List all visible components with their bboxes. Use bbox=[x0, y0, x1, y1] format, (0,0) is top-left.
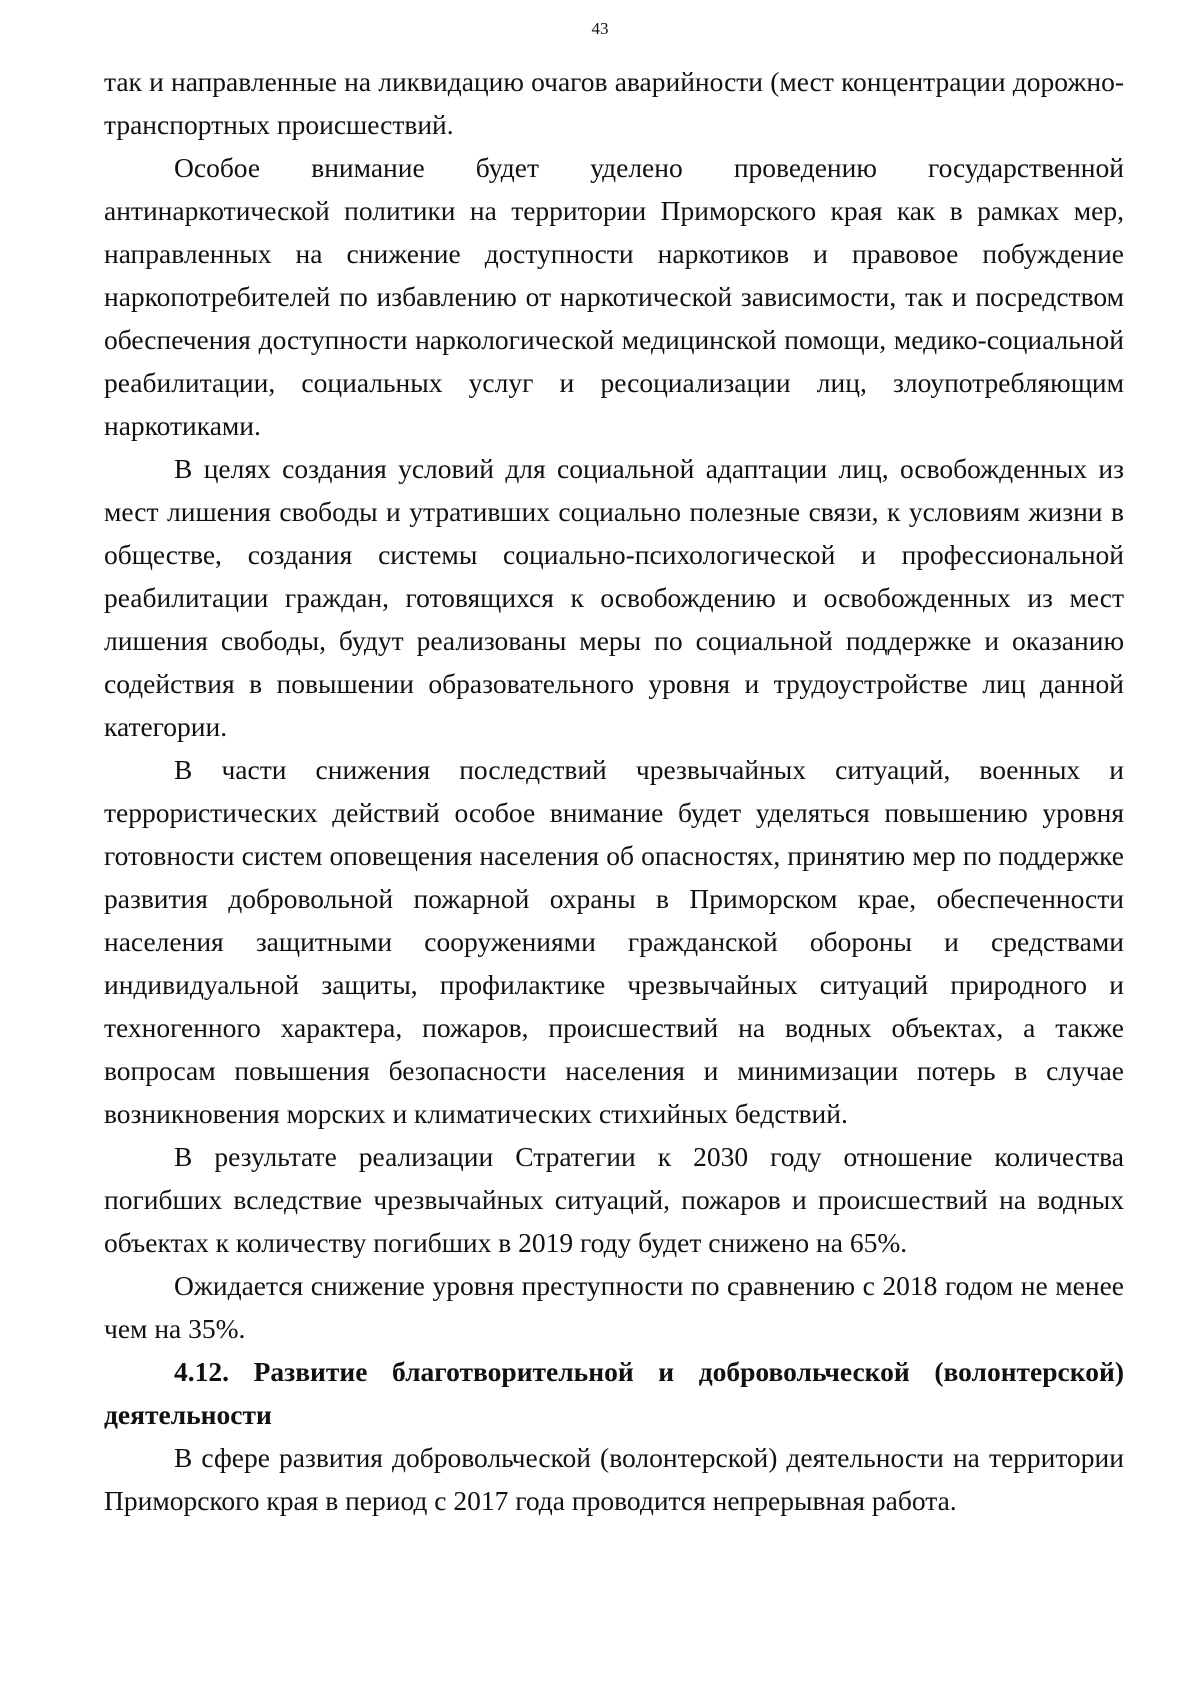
paragraph-continuation: так и направленные на ликвидацию очагов аварийности (мест концентрации дорожно-транспортных происшествий. bbox=[104, 66, 1124, 140]
document-body bbox=[104, 60, 1124, 1522]
page-number: 43 bbox=[591, 19, 609, 38]
paragraph-antidrug-policy: Особое внимание будет уделено проведению государственной антинаркотической политики на территории Приморского края как в рамках мер, направленных на снижение доступности наркотиков и правовое побуждение наркопотребителей по избавлению от наркотической зависимости, так и посредством обеспечения доступности наркологической медицинской помощи, медико-социальной реабилитации, социальных услуг и ресоциализации лиц, злоупотребляющим наркотиками. bbox=[104, 152, 1124, 441]
section-heading: 4.12. Развитие благотворительной и добровольческой (волонтерской) деятельности bbox=[104, 1356, 1124, 1430]
paragraph-volunteer-activity: В сфере развития добровольческой (волонтерской) деятельности на территории Приморского края в период с 2017 года проводится непрерывная работа. bbox=[104, 1442, 1124, 1516]
paragraph-emergency-situations: В части снижения последствий чрезвычайных ситуаций, военных и террористических действий особое внимание будет уделяться повышению уровня готовности систем оповещения населения об опасностях, принятию мер по поддержке развития добровольной пожарной охраны в Приморском крае, обеспеченности населения защитными сооружениями гражданской обороны и средствами индивидуальной защиты, профилактике чрезвычайных ситуаций природного и техногенного характера, пожаров, происшествий на водных объектах, а также вопросам повышения безопасности населения и минимизации потерь в случае возникновения морских и климатических стихийных бедствий. bbox=[104, 754, 1124, 1129]
paragraph-strategy-results: В результате реализации Стратегии к 2030 году отношение количества погибших вследствие чрезвычайных ситуаций, пожаров и происшествий на водных объектах к количеству погибших в 2019 году будет снижено на 65%. bbox=[104, 1141, 1124, 1258]
paragraph-crime-reduction: Ожидается снижение уровня преступности по сравнению с 2018 годом не менее чем на 35%. bbox=[104, 1270, 1124, 1344]
paragraph-social-adaptation: В целях создания условий для социальной адаптации лиц, освобожденных из мест лишения свободы и утративших социально полезные связи, к условиям жизни в обществе, создания системы социально-психологической и профессиональной реабилитации граждан, готовящихся к освобождению и освобожденных из мест лишения свободы, будут реализованы меры по социальной поддержке и оказанию содействия в повышении образовательного уровня и трудоустройстве лиц данной категории. bbox=[104, 453, 1124, 742]
